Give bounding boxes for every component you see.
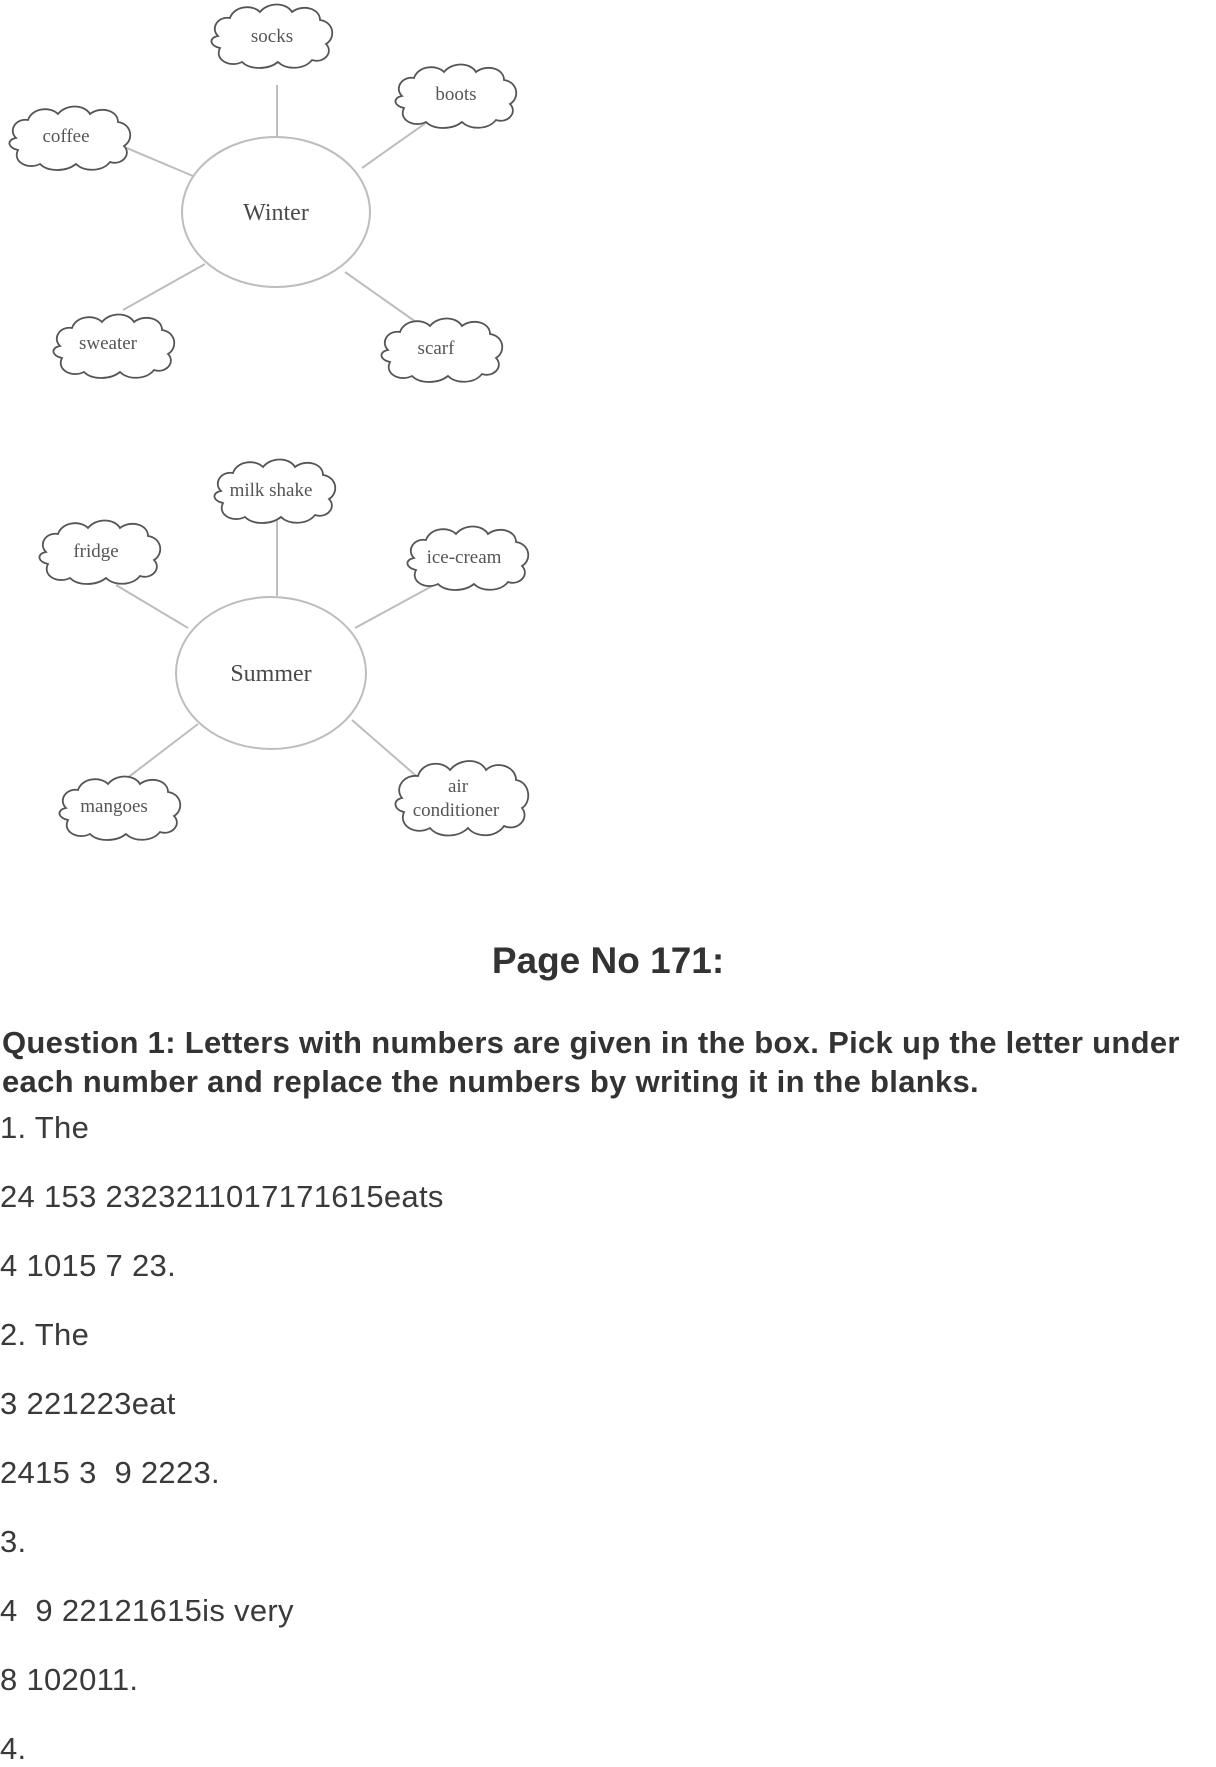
cloud-milk-shake [214, 460, 335, 524]
svg-text:socks: socks [250, 26, 294, 47]
svg-text:boots: boots [435, 84, 477, 105]
answer-line-2: 24 153 2323211017171615eats [0, 1179, 444, 1214]
svg-text:conditioner: conditioner [412, 800, 500, 821]
svg-text:ice-cream: ice-cream [426, 547, 502, 568]
answer-line-7: 3. [0, 1524, 27, 1559]
question-text: Question 1: Letters with numbers are given in the box. Pick up the letter under each number and replace the numbers by writing it in the blanks. [2, 1025, 1180, 1099]
svg-text:scarf: scarf [417, 338, 455, 359]
winter-hub-label: Winter [243, 200, 309, 226]
answer-line-3: 4 1015 7 23. [0, 1248, 176, 1283]
svg-text:milk shake: milk shake [229, 480, 313, 501]
winter-mind-map [0, 0, 560, 400]
answer-line-10: 4. [0, 1731, 27, 1766]
summer-hub-label: Summer [230, 661, 312, 687]
cloud-ice-cream [407, 527, 528, 591]
answer-line-5: 3 221223eat [0, 1386, 176, 1421]
answer-line-1: 1. The [0, 1110, 90, 1145]
cloud-coffee [9, 107, 130, 171]
page-heading: Page No 171: [491, 940, 725, 981]
svg-text:sweater: sweater [78, 333, 138, 354]
answer-line-6: 2415 3 9 2223. [0, 1455, 220, 1490]
svg-text:coffee: coffee [42, 126, 90, 147]
cloud-boots [395, 65, 516, 129]
cloud-mangoes [59, 777, 180, 841]
cloud-fridge [39, 521, 160, 585]
svg-text:fridge: fridge [73, 541, 119, 562]
summer-mind-map [0, 455, 560, 855]
cloud-air-conditioner [395, 761, 528, 836]
answer-line-4: 2. The [0, 1317, 90, 1352]
cloud-scarf [381, 319, 502, 383]
cloud-sweater [53, 315, 174, 379]
answer-line-8: 4 9 22121615is very [0, 1593, 294, 1628]
svg-text:mangoes: mangoes [80, 796, 148, 817]
svg-text:air: air [447, 776, 469, 797]
answer-line-9: 8 102011. [0, 1662, 139, 1697]
cloud-socks [211, 5, 332, 69]
